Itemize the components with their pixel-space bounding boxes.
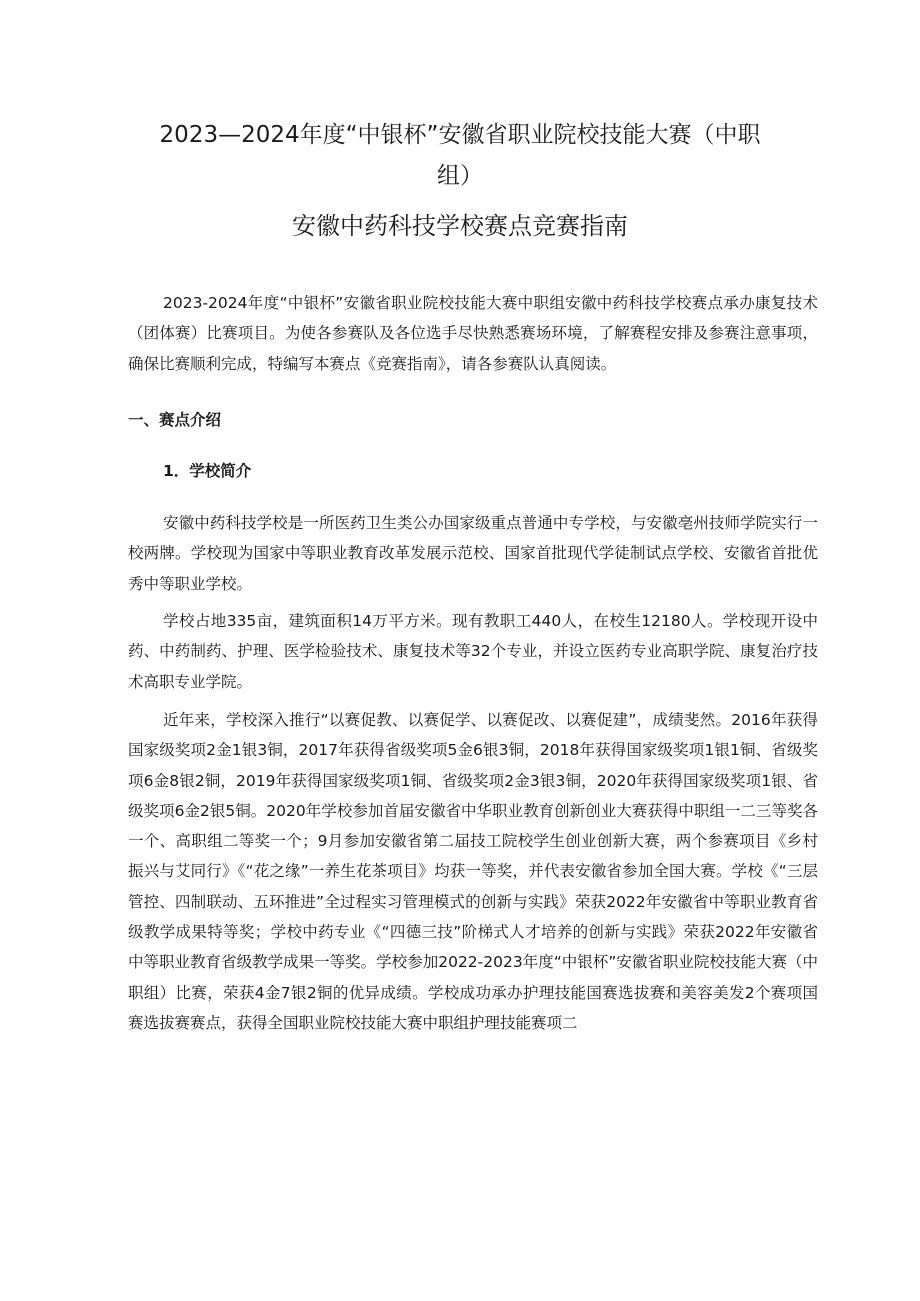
document-title-line-2: 组） xyxy=(437,163,483,189)
subsection-heading-school-profile: 1．学校简介 xyxy=(163,462,252,480)
school-profile-paragraph-1: 安徽中药科技学校是一所医药卫生类公办国家级重点普通中专学校，与安徽亳州技师学院实行一校两牌。学校现为国家中等职业教育改革发展示范校、国家首批现代学徒制试点学校、安徽省首批优秀中等职业学校。 xyxy=(128,514,818,593)
document-title-line-1: 2023—2024年度“中银杯”安徽省职业院校技能大赛（中职 xyxy=(159,122,761,148)
school-profile-paragraph-3: 近年来，学校深入推行“以赛促教、以赛促学、以赛促改、以赛促建”，成绩斐然。2016年获得国家级奖项2金1银3铜，2017年获得省级奖项5金6银3铜，2018年获得国家级奖项1银1铜、省级奖项6金8银2铜，2019年获得国家级奖项1铜、省级奖项2金3银3铜，2020年获得国家级奖项1银、省级奖项6金2银5铜。2020年学校参加首届安徽省中华职业教育创新创业大赛获得中职组一二三等奖各一个、高职组二等奖一个；9月参加安徽省第二届技工院校学生创业创新大赛，两个参赛项目《乡村振兴与艾同行》《“花之缘”一养生花茶项目》均获一等奖，并代表安徽省参加全国大赛。学校《“三层管控、四制联动、五环推进”全过程实习管理模式的创新与实践》荣获2022年安徽省中等职业教育省级教学成果特等奖；学校中药专业《“四德三技”阶梯式人才培养的创新与实践》荣获2022年安徽省中等职业教育省级教学成果一等奖。学校参加2022-2023年度“中银杯”安徽省职业院校技能大赛（中职组）比赛，荣获4金7银2铜的优异成绩。学校成功承办护理技能国赛选拔赛和美容美发2个赛项国赛选拔赛赛点，获得全国职业院校技能大赛中职组护理技能赛项二 xyxy=(128,711,818,1032)
section-heading-venue-intro: 一、赛点介绍 xyxy=(128,411,222,429)
intro-paragraph: 2023-2024年度“中银杯”安徽省职业院校技能大赛中职组安徽中药科技学校赛点承办康复技术（团体赛）比赛项目。为使各参赛队及各位选手尽快熟悉赛场环境，了解赛程安排及参赛注意事项，确保比赛顺利完成，特编写本赛点《竞赛指南》，请各参赛队认真阅读。 xyxy=(128,294,818,373)
school-profile-paragraph-2: 学校占地335亩，建筑面积14万平方米。现有教职工440人，在校生12180人。学校现开设中药、中药制药、护理、医学检验技术、康复技术等32个专业，并设立医药专业高职学院、康复治疗技术高职专业学院。 xyxy=(128,612,818,691)
document-subtitle: 安徽中药科技学校赛点竞赛指南 xyxy=(292,212,628,240)
